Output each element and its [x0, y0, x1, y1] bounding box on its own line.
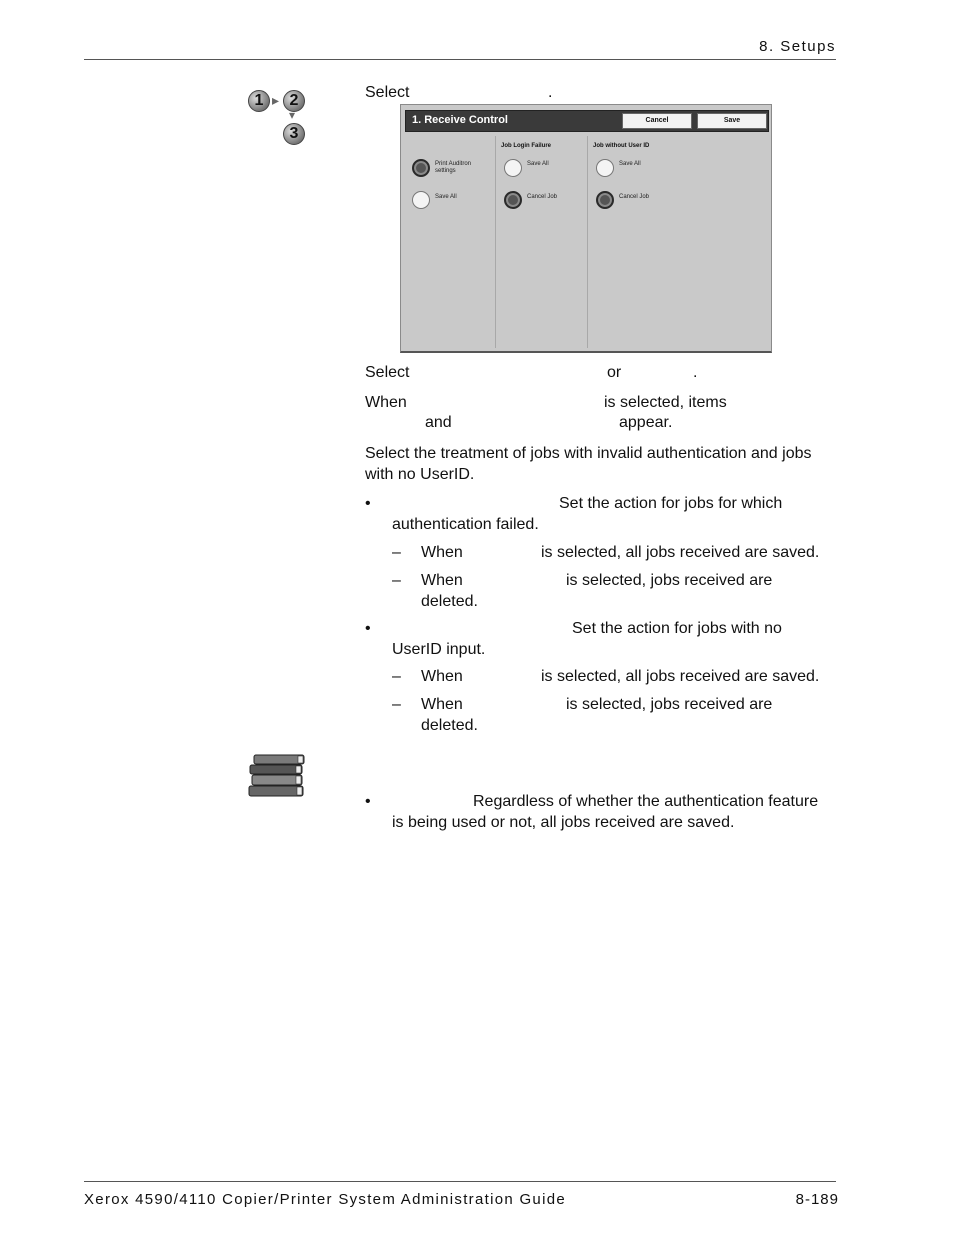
select-prefix: Select — [365, 84, 410, 101]
when-prefix: When — [365, 394, 407, 411]
bullet-marker: • — [365, 620, 371, 637]
when-mid: is selected, items — [604, 394, 727, 411]
column-divider — [587, 136, 588, 348]
bullet-marker: • — [365, 793, 371, 810]
bullet2-text: Set the action for jobs with no UserID input. — [392, 620, 782, 658]
steps-1-2-3-icon — [246, 88, 308, 150]
select2-suffix: . — [693, 364, 698, 381]
guide-title: Xerox 4590/4110 Copier/Printer System Administration Guide — [84, 1191, 566, 1208]
print-auditron-radio[interactable] — [412, 159, 430, 177]
dash-marker: – — [392, 572, 401, 589]
bullet1-sub1-rest: is selected, all jobs received are saved. — [541, 544, 820, 561]
no-user-id-cancel-job-radio[interactable] — [596, 191, 614, 209]
login-failure-cancel-job-radio[interactable] — [504, 191, 522, 209]
bullet-marker: • — [365, 495, 371, 512]
save-button[interactable]: Save — [697, 113, 767, 129]
job-login-failure-heading: Job Login Failure — [501, 143, 552, 149]
dash-marker: – — [392, 544, 401, 561]
login-failure-save-all-label: Save All — [527, 161, 549, 167]
no-user-id-cancel-job-label: Cancel Job — [619, 194, 650, 200]
screen-title-bar — [405, 110, 769, 132]
select2-or: or — [607, 364, 622, 381]
select2-prefix: Select — [365, 364, 410, 381]
job-without-user-id-heading: Job without User ID — [593, 143, 650, 149]
arrow-right-icon: ▸ — [272, 92, 280, 108]
header-rule — [84, 59, 836, 60]
treatment-paragraph: Select the treatment of jobs with invalid authentication and jobs with no UserID. — [365, 445, 812, 483]
bullet2-sub2-rest: is selected, jobs received are deleted. — [421, 696, 773, 734]
section-header: 8. Setups — [759, 38, 836, 55]
bullet2-sub2-when: When — [421, 696, 463, 713]
receive-control-screen — [400, 104, 772, 353]
bullet1-sub1-when: When — [421, 544, 463, 561]
books-icon — [246, 752, 308, 800]
column-divider — [495, 136, 496, 348]
arrow-down-icon: ▾ — [289, 108, 296, 122]
step-1-icon: 1 — [248, 90, 270, 112]
save-all-label: Save All — [435, 194, 457, 200]
no-user-id-save-all-radio[interactable] — [596, 159, 614, 177]
page-number: 8-189 — [795, 1191, 839, 1208]
login-failure-cancel-job-label: Cancel Job — [527, 194, 558, 200]
step-2-icon: 2 — [283, 90, 305, 112]
note-bullet-text: Regardless of whether the authentication feature is being used or not, all jobs received are saved. — [392, 793, 819, 831]
step-3-icon: 3 — [283, 123, 305, 145]
footer-rule — [84, 1181, 836, 1182]
select-suffix: . — [548, 84, 553, 101]
bullet1-sub2-when: When — [421, 572, 463, 589]
bullet1-text: Set the action for jobs for which authentication failed. — [392, 495, 783, 533]
login-failure-save-all-radio[interactable] — [504, 159, 522, 177]
save-all-radio[interactable] — [412, 191, 430, 209]
cancel-button[interactable]: Cancel — [622, 113, 692, 129]
when-and: and — [425, 414, 452, 431]
bullet2-sub1-when: When — [421, 668, 463, 685]
print-auditron-label: Print Auditron settings — [435, 161, 472, 174]
dash-marker: – — [392, 696, 401, 713]
bullet2-sub1-rest: is selected, all jobs received are saved. — [541, 668, 820, 685]
dash-marker: – — [392, 668, 401, 685]
bullet1-sub2-rest: is selected, jobs received are deleted. — [421, 572, 773, 610]
no-user-id-save-all-label: Save All — [619, 161, 641, 167]
screen-title: 1. Receive Control — [412, 114, 508, 126]
when-suffix: appear. — [619, 414, 673, 431]
